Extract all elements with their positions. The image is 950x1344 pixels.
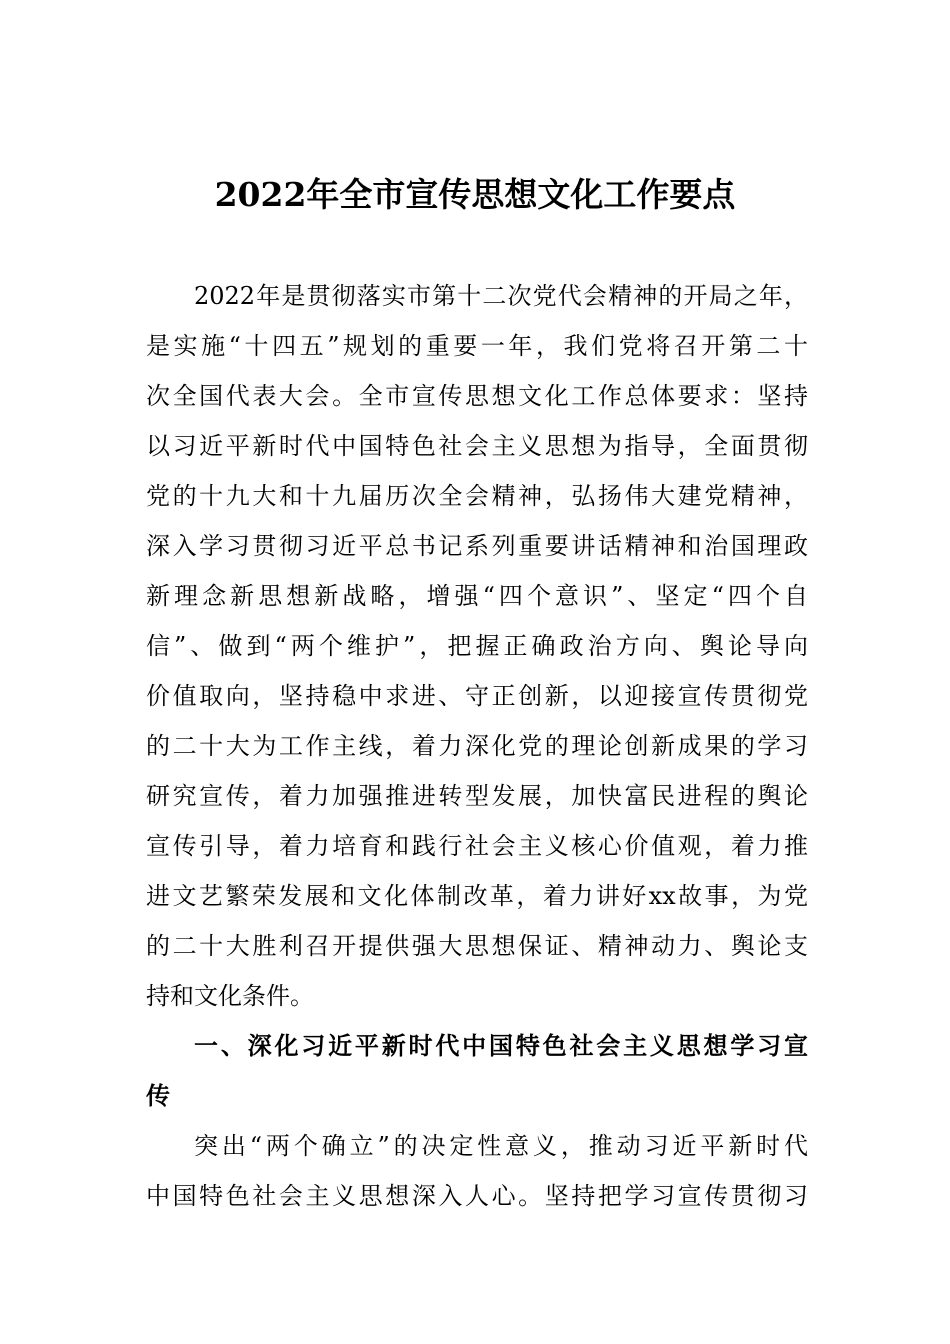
section-1-heading bbox=[146, 1021, 808, 1121]
intro-line: 新理念新思想新战略，增强“四个意识”、坚定“四个自 bbox=[146, 582, 808, 610]
document-title: 2022年全市宣传思想文化工作要点 bbox=[214, 175, 736, 214]
intro-line: 以习近平新时代中国特色社会主义思想为指导，全面贯彻 bbox=[146, 432, 808, 460]
section-1-paragraph bbox=[146, 1121, 808, 1221]
intro-line: 次全国代表大会。全市宣传思想文化工作总体要求：坚持 bbox=[146, 382, 808, 410]
section-heading-line: 一、深化习近平新时代中国特色社会主义思想学习宣 bbox=[194, 1032, 808, 1060]
intro-line: 2022年是贯彻落实市第十二次党代会精神的开局之年， bbox=[194, 282, 808, 310]
intro-line: 信”、做到“两个维护”，把握正确政治方向、舆论导向 bbox=[146, 632, 808, 660]
section-line: 突出“两个确立”的决定性意义，推动习近平新时代 bbox=[194, 1132, 808, 1160]
intro-line: 持和文化条件。 bbox=[146, 982, 314, 1010]
intro-line: 宣传引导，着力培育和践行社会主义核心价值观，着力推 bbox=[146, 832, 808, 860]
intro-line: 党的十九大和十九届历次全会精神，弘扬伟大建党精神， bbox=[146, 482, 808, 510]
intro-line: 的二十大为工作主线，着力深化党的理论创新成果的学习 bbox=[146, 732, 808, 760]
section-line: 中国特色社会主义思想深入人心。坚持把学习宣传贯彻习 bbox=[146, 1182, 808, 1210]
intro-line: 进文艺繁荣发展和文化体制改革，着力讲好xx故事，为党 bbox=[146, 882, 808, 910]
intro-line: 研究宣传，着力加强推进转型发展，加快富民进程的舆论 bbox=[146, 782, 808, 810]
intro-line: 是实施“十四五”规划的重要一年，我们党将召开第二十 bbox=[146, 332, 808, 360]
intro-line: 的二十大胜利召开提供强大思想保证、精神动力、舆论支 bbox=[146, 932, 808, 960]
intro-paragraph bbox=[146, 271, 808, 1021]
intro-line: 深入学习贯彻习近平总书记系列重要讲话精神和治国理政 bbox=[146, 532, 808, 560]
intro-line: 价值取向，坚持稳中求进、守正创新，以迎接宣传贯彻党 bbox=[146, 682, 808, 710]
section-heading-line: 传 bbox=[146, 1082, 170, 1110]
